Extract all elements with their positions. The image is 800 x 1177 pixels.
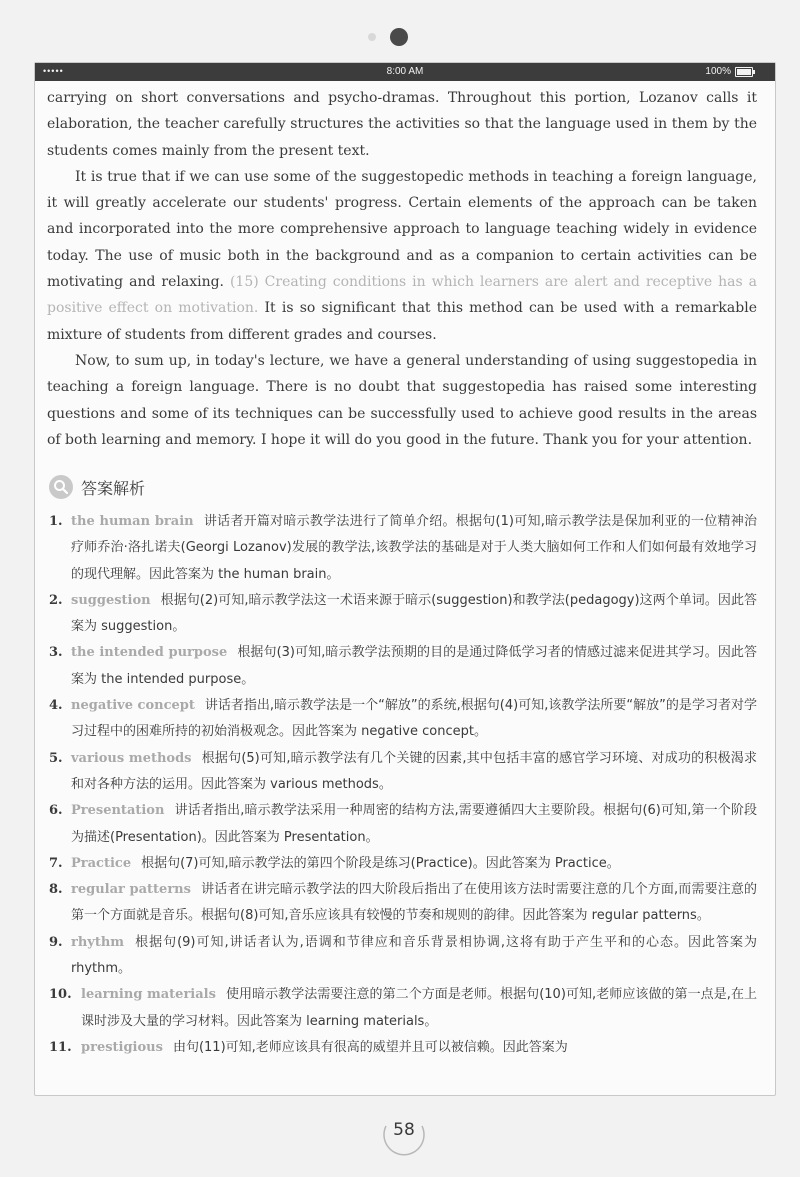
answer-number: 9. xyxy=(49,934,63,950)
answer-number: 1. xyxy=(49,514,63,529)
answer-item xyxy=(49,509,757,588)
answer-key: the intended purpose xyxy=(71,645,228,661)
answer-key: regular patterns xyxy=(71,882,191,898)
answer-key: Practice xyxy=(71,855,132,871)
answer-key: negative concept xyxy=(71,698,195,714)
answer-explanation: 讲话者开篇对暗示教学法进行了简单介绍。根据句(1)可知,暗示教学法是保加利亚的一位精神治疗师乔治·洛扎诺夫(Georgi Lozanov)发展的教学法,该教学法的基础是对于人类大脑如何工作和人们如何最有效地学习的现代理解。因此答案为 the human brain。 xyxy=(71,514,757,582)
transcript-paragraph: Now, to sum up, in today's lecture, we have a general understanding of using suggestopedia in teaching a foreign language. There is no doubt that suggestopedia has raised some interesting questions and some of its techniques can be successfully used to achieve good results in the areas of both learning and memory. I hope it will do you good in the future. Thank you for your attention. xyxy=(47,352,757,448)
answer-item xyxy=(49,746,757,799)
answer-explanation: 根据句(2)可知,暗示教学法这一术语来源于暗示(suggestion)和教学法(pedagogy)这两个单词。因此答案为 suggestion。 xyxy=(71,592,757,635)
answer-explanation: 根据句(7)可知,暗示教学法的第四个阶段是练习(Practice)。因此答案为 Practice。 xyxy=(141,855,620,871)
answer-key: the human brain xyxy=(71,514,194,529)
status-time: 8:00 AM xyxy=(386,66,424,77)
answer-explanation: 根据句(5)可知,暗示教学法有几个关键的因素,其中包括丰富的感官学习环境、对成功的积极渴求和对各种方法的运用。因此答案为 various methods。 xyxy=(71,750,757,792)
answer-number: 11. xyxy=(49,1039,72,1055)
camera-lens xyxy=(390,28,408,46)
transcript-paragraph: carrying on short conversations and psycho-dramas. Throughout this portion, Lozanov calls it elaboration, the teacher carefully structures the activities so that the language used in them by the students comes mainly from the present text. xyxy=(47,90,757,159)
answer-key: learning materials xyxy=(81,987,216,1003)
answer-explanation: 讲话者指出,暗示教学法采用一种周密的结构方法,需要遵循四大主要阶段。根据句(6)可知,第一个阶段为描述(Presentation)。因此答案为 Presentation。 xyxy=(71,803,757,845)
answer-key: rhythm xyxy=(71,934,125,950)
transcript-sentence: It is true that if we can use some of the suggestopedic methods in teaching a foreign language, it will greatly accelerate our students' progress. Certain elements of the approach can be taken and incorporated into the more comprehensive approach to language teaching widely in evidence today. The use of music both in the background and as a companion to certain activities can be motivating and relaxing. xyxy=(47,168,757,291)
answer-number: 3. xyxy=(49,645,63,661)
answer-number: 6. xyxy=(49,803,63,819)
device-camera xyxy=(0,28,800,48)
sensor-dot xyxy=(368,33,376,41)
transcript-text xyxy=(47,85,757,453)
answer-item xyxy=(49,982,757,1035)
answer-key: various methods xyxy=(71,750,192,766)
answer-item xyxy=(49,930,757,983)
answer-item xyxy=(49,693,757,746)
page-number-badge xyxy=(380,1108,428,1156)
answer-item xyxy=(49,1035,757,1061)
answer-explanation: 讲话者在讲完暗示教学法的四大阶段后指出了在使用该方法时需要注意的几个方面,而需要注意的第一个方面就是音乐。根据句(8)可知,音乐应该具有较慢的节奏和规则的韵律。因此答案为 regular patterns。 xyxy=(71,882,757,924)
answer-key: suggestion xyxy=(71,592,151,608)
battery-icon xyxy=(735,67,753,77)
answer-number: 8. xyxy=(49,882,63,898)
answer-item xyxy=(49,798,757,851)
answer-explanation: 使用暗示教学法需要注意的第二个方面是老师。根据句(10)可知,老师应该做的第一点是,在上课时涉及大量的学习材料。因此答案为 learning materials。 xyxy=(81,987,757,1029)
status-bar xyxy=(35,63,775,81)
answer-number: 7. xyxy=(49,855,63,871)
answer-list xyxy=(49,509,757,1061)
answer-number: 2. xyxy=(49,592,63,608)
answer-number: 4. xyxy=(49,698,63,714)
battery-percent: 100% xyxy=(705,66,731,77)
magnifier-icon xyxy=(49,475,73,499)
transcript-sentence: It is so significant that this method can be used with a remarkable mixture of students from different grades and courses. xyxy=(47,300,757,343)
section-title: 答案解析 xyxy=(81,479,146,498)
answer-item xyxy=(49,640,757,693)
answer-number: 10. xyxy=(49,987,72,1003)
answer-explanation: 由句(11)可知,老师应该具有很高的威望并且可以被信赖。因此答案为 xyxy=(172,1039,568,1055)
answer-item xyxy=(49,588,757,641)
answer-number: 5. xyxy=(49,750,63,766)
answer-key: Presentation xyxy=(71,803,165,819)
signal-indicator: ••••• xyxy=(43,66,64,76)
page-number: 58 xyxy=(393,1120,415,1140)
transcript-sentence-highlighted: (15) Creating conditions in which learners are alert and receptive has a positive effect on motivation. xyxy=(47,274,757,317)
answer-explanation: 根据句(9)可知,讲话者认为,语调和节律应和音乐背景相协调,这将有助于产生平和的心态。因此答案为 rhythm。 xyxy=(71,934,757,977)
device-screen xyxy=(34,62,776,1096)
answer-explanation: 讲话者指出,暗示教学法是一个“解放”的系统,根据句(4)可知,该教学法所要“解放”的是学习者对学习过程中的困难所持的初始消极观念。因此答案为 negative concept。 xyxy=(71,698,757,740)
transcript-paragraph xyxy=(47,164,757,348)
answer-explanation: 根据句(3)可知,暗示教学法预期的目的是通过降低学习者的情感过滤来促进其学习。因此答案为 the intended purpose。 xyxy=(71,645,757,687)
answer-key: prestigious xyxy=(81,1039,163,1055)
answer-item xyxy=(49,851,757,877)
answer-item xyxy=(49,877,757,930)
